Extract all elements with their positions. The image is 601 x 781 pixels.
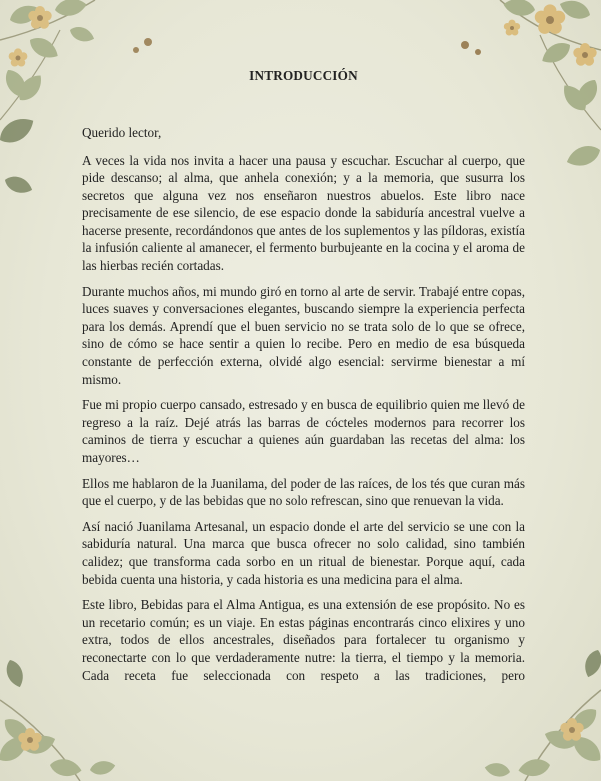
paragraph-1: A veces la vida nos invita a hacer una pausa y escuchar. Escuchar al cuerpo, que pide descanso; al alma, que anhela conexión; y a la memoria, que susurra los secretos que alguna vez nos enseñaron nuestros abuelos. Este libro nace precisamente de ese silencio, de ese espacio donde la sabiduría ancestral vuelve a hacerse presente, recordándonos que antes de los suplementos y las píldoras, existía la infusión caliente al amanecer, el fermento burbujeante en la cocina y el aroma de las hierbas recién cortadas. (82, 152, 525, 274)
paragraph-3: Fue mi propio cuerpo cansado, estresado y en busca de equilibrio quien me llevó de regreso a la raíz. Dejé atrás las barras de cócteles modernos para recorrer los caminos de tierra y escuchar a quienes aún guardaban las recetas del alma: los mayores… (82, 397, 525, 465)
paragraph-6: Este libro, Bebidas para el Alma Antigua, es una extensión de ese propósito. No es un recetario común; es un viaje. En estas páginas encontrarás cinco elixires y uno extra, todos de ellos ancestrales, diseñados para fortalecer tu organismo y reconectarte con lo que verdaderamente nutre: la tierra, el tiempo y la memoria. Cada receta fue seleccionada con respeto a las tradiciones, pero (82, 597, 525, 683)
salutation: Querido lector, (82, 125, 162, 140)
paragraph-2: Durante muchos años, mi mundo giró en torno al arte de servir. Trabajé entre copas, luces suaves y conversaciones elegantes, buscando siempre la experiencia perfecta para los demás. Aprendí que el buen servicio no se trata solo de lo que se ofrece, sino de cómo se hace sentir a quien lo recibe. Pero en medio de esa búsqueda constante de perfección externa, olvidé algo esencial: servirme bienestar a mí mismo. (82, 283, 525, 387)
page-title: INTRODUCCIÓN (249, 68, 358, 83)
paragraph-4: Ellos me hablaron de la Juanilama, del poder de las raíces, de los tés que curan más que el cuerpo, y de las bebidas que no solo refrescan, sino que renuevan la vida. (82, 475, 525, 509)
paragraph-5: Así nació Juanilama Artesanal, un espacio donde el arte del servicio se une con la sabiduría natural. Una marca que busca ofrecer no solo calidad, sino también calidez; que transforma cada sorbo en un ritual de bienestar. Porque aquí, cada bebida cuenta una historia, y cada historia es una medicina para el alma. (82, 518, 525, 587)
page-content (82, 68, 525, 684)
